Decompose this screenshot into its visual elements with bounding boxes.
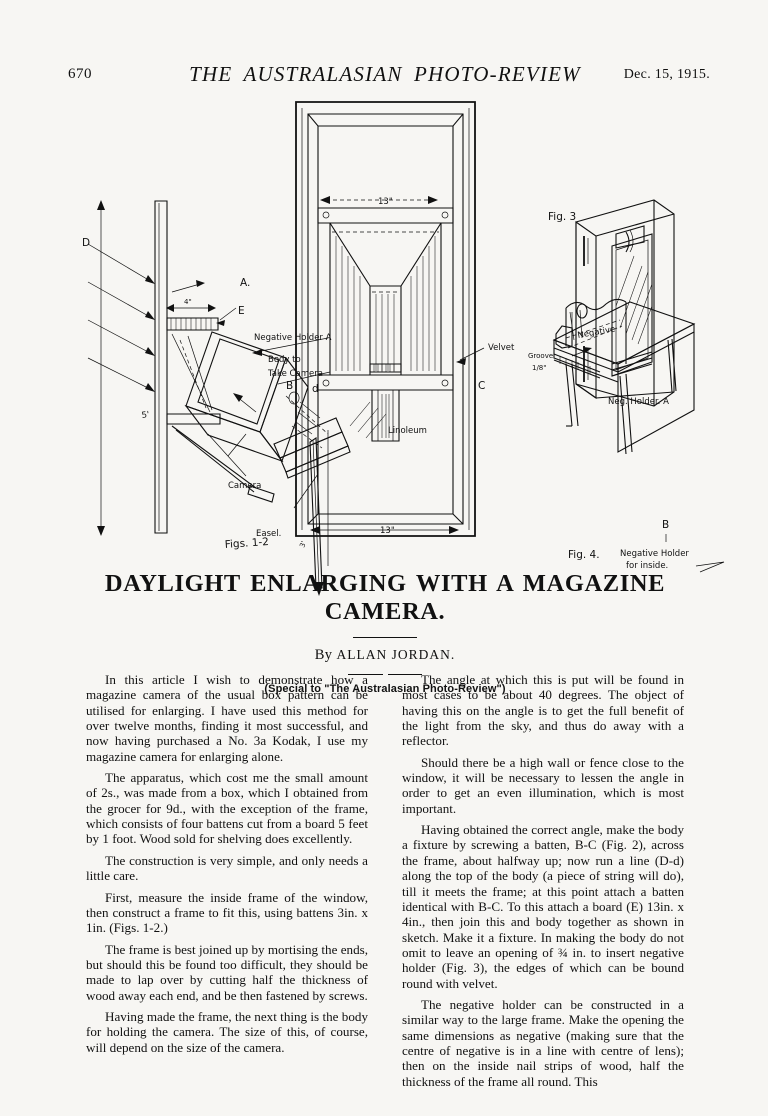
label-point-e: E [238, 305, 245, 317]
page-number: 670 [68, 66, 92, 82]
journal-title: THE AUSTRALASIAN PHOTO-REVIEW [189, 62, 581, 86]
divider-rule [353, 637, 417, 638]
figure-4-negative-holder-inside [554, 299, 724, 572]
label-frame-height: 3' [298, 539, 309, 549]
paragraph: Having made the frame, the next thing is the body for holding the camera. The size of this, of course, will depend on the size of the camera. [86, 1008, 368, 1055]
body-column-right [402, 672, 684, 1089]
paragraph: Having obtained the correct angle, make the body a fixture by screwing a batten, B-C (Fig. 2), across the frame, about halfway up; now run a line (D-d) along the top of the body (a piece of string will do), till it meets the frame; at this point attach a batten identical with B-C. To this attach a board (E) 13in. x 4in., then join this and body together as shown in sketch. Make it a fixture. In making the body do not omit to leave an opening of ¾ in. to insert negative holder (Fig. 3), the edges of which can be bound round with velvet. [402, 822, 684, 991]
label-linoleum: Linoleum [388, 426, 427, 436]
label-neg-holder-a: Neg. Holder. A [608, 397, 669, 407]
paragraph: The angle at which this is put will be found in most cases to be about 40 degrees. The object of having this on the angle is to get the full benefit of the light from the sky, and thus do away with a reflector. [402, 672, 684, 749]
label-width-13in: 13" [378, 197, 393, 207]
label-height-5ft: 5' [141, 409, 151, 421]
masthead [60, 58, 710, 88]
byline-author: ALLAN JORDAN. [336, 647, 456, 662]
paragraph: Should there be a high wall or fence close to the window, it will be necessary to lessen the angle in order to get an even illumination, which is most important. [402, 754, 684, 816]
paragraph: The construction is very simple, and only needs a little care. [86, 852, 368, 884]
issue-date: Dec. 15, 1915. [623, 67, 710, 82]
figure-2-front-elevation [286, 102, 515, 549]
label-neg-holder-inside-1: Negative Holder [620, 549, 689, 559]
body-column-left [86, 672, 368, 1055]
label-point-b-right: B [662, 519, 670, 531]
article-byline [60, 647, 710, 664]
label-easel: Easel. [256, 529, 282, 539]
technical-illustration-plate [60, 96, 710, 571]
label-point-b: B [286, 380, 294, 392]
label-groove: Groove [528, 352, 554, 360]
paragraph: In this article I wish to demonstrate how a magazine camera of the usual box pattern can be utilised for enlarging. I have used this method for over twelve months, finding it most successful, and now having purchased a No. 3a Kodak, I use my magazine camera for enlarging alone. [86, 672, 368, 764]
caption-fig-3: Fig. 3 [548, 211, 577, 223]
label-point-a: A. [240, 277, 251, 289]
article-title: DAYLIGHT ENLARGING WITH A MAGAZINE CAMERA. [104, 570, 666, 625]
caption-figs-1-2: Figs. 1-2 [224, 535, 270, 551]
paragraph: The negative holder can be constructed in a similar way to the large frame. Make the opening the same dimensions as negative (making sure that the centre of negative is in a line with centre of lens); then on the inside nail strips of wood, half the thickness of the frame all round. This [402, 996, 684, 1089]
paragraph: The apparatus, which cost me the small amount of 2s., was made from a box, which I obtained from the grocer for 9d., with the exception of the frame, which consists of four battens cut from a board 5 feet by 1 foot. Wood sold for shelving does excellently. [86, 770, 368, 847]
label-negative: Negative [576, 324, 617, 341]
label-frame-width: 13" [380, 526, 395, 536]
label-light-source: D [82, 237, 91, 249]
label-batten-width: 4" [184, 298, 192, 306]
label-body-line1: Body to [268, 355, 301, 365]
label-point-c: C [478, 380, 486, 392]
label-neg-holder-inside-2: for inside. [626, 561, 669, 571]
label-body-line2: Take Camera [268, 369, 323, 379]
byline-prefix: By [314, 647, 333, 663]
paragraph: The frame is best joined up by mortising the ends, but should this be found too difficult, they should be made to lap over by cutting half the thickness of wood away each end, and be then fastened by screws. [86, 941, 368, 1003]
label-negative-holder-a: Negative Holder A [254, 333, 332, 343]
label-camera: Camera [228, 481, 262, 491]
article-body [86, 672, 684, 1092]
label-groove-size: 1/8" [532, 364, 547, 372]
caption-fig-4: Fig. 4. [568, 549, 600, 561]
paragraph: First, measure the inside frame of the window, then construct a frame to fit this, using battens 3in. x 1in. (Figs. 1-2.) [86, 889, 368, 936]
label-velvet: Velvet [488, 343, 515, 353]
special-note: (Special to "The Australasian Photo-Review") [264, 683, 506, 695]
label-point-d: d [312, 383, 319, 395]
